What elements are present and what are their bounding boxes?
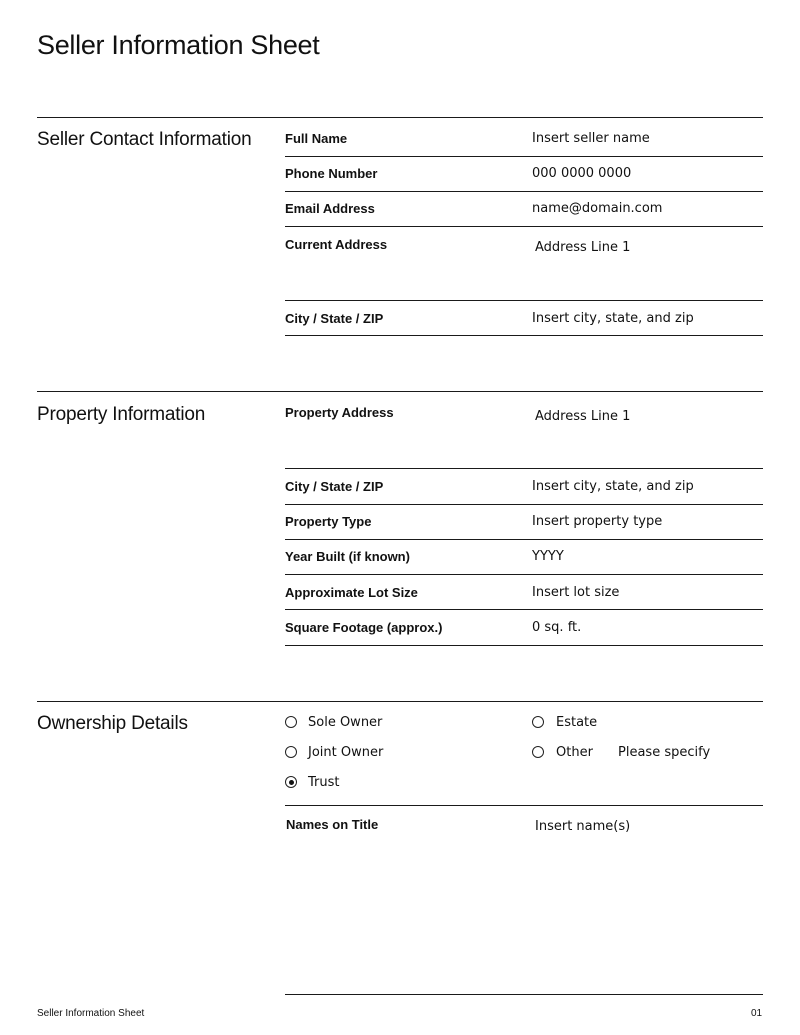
property-city-state-zip-input[interactable]: Insert city, state, and zip <box>532 479 694 494</box>
lot-size-label: Approximate Lot Size <box>285 585 418 600</box>
field-divider <box>285 504 763 505</box>
footer-document-title: Seller Information Sheet <box>37 1008 145 1019</box>
year-built-label: Year Built (if known) <box>285 549 410 564</box>
field-divider <box>285 539 763 540</box>
email-address-input[interactable]: name@domain.com <box>532 201 663 216</box>
estate-option-label[interactable]: Estate <box>556 715 598 730</box>
other-specify-input[interactable]: Please specify <box>618 745 711 760</box>
other-radio[interactable] <box>532 746 544 758</box>
names-on-title-input[interactable]: Insert name(s) <box>535 819 631 834</box>
section-divider <box>37 391 763 392</box>
other-option-label[interactable]: Other <box>556 745 593 760</box>
names-on-title-label: Names on Title <box>286 817 379 832</box>
field-divider <box>285 805 763 806</box>
field-divider <box>285 468 763 469</box>
contact-city-state-zip-label: City / State / ZIP <box>285 311 384 326</box>
lot-size-input[interactable]: Insert lot size <box>532 585 620 600</box>
joint-owner-option-label[interactable]: Joint Owner <box>308 745 384 760</box>
field-divider <box>285 191 763 192</box>
field-divider <box>285 300 763 301</box>
section-heading-ownership: Ownership Details <box>37 713 188 734</box>
field-divider <box>285 645 763 646</box>
field-divider <box>285 574 763 575</box>
contact-city-state-zip-input[interactable]: Insert city, state, and zip <box>532 311 694 326</box>
page-title: Seller Information Sheet <box>37 30 320 60</box>
field-divider <box>285 156 763 157</box>
current-address-input[interactable]: Address Line 1 <box>535 240 631 255</box>
property-city-state-zip-label: City / State / ZIP <box>285 479 384 494</box>
sole-owner-option-label[interactable]: Sole Owner <box>308 715 383 730</box>
section-divider <box>37 117 763 118</box>
phone-number-input[interactable]: 000 0000 0000 <box>532 166 632 181</box>
field-divider <box>285 335 763 336</box>
full-name-input[interactable]: Insert seller name <box>532 131 650 146</box>
year-built-input[interactable]: YYYY <box>532 549 564 564</box>
estate-radio[interactable] <box>532 716 544 728</box>
field-divider <box>285 226 763 227</box>
section-heading-property: Property Information <box>37 404 206 425</box>
section-divider <box>37 701 763 702</box>
current-address-label: Current Address <box>285 237 388 252</box>
page-number: 01 <box>751 1008 763 1019</box>
square-footage-input[interactable]: 0 sq. ft. <box>532 620 582 635</box>
field-divider <box>285 609 763 610</box>
phone-number-label: Phone Number <box>285 166 378 181</box>
property-address-label: Property Address <box>285 405 394 420</box>
sole-owner-radio[interactable] <box>285 716 297 728</box>
section-heading-seller-contact: Seller Contact Information <box>37 129 252 150</box>
square-footage-label: Square Footage (approx.) <box>285 620 443 635</box>
property-address-input[interactable]: Address Line 1 <box>535 409 631 424</box>
full-name-label: Full Name <box>285 131 348 146</box>
property-type-input[interactable]: Insert property type <box>532 514 663 529</box>
footer-divider <box>285 994 763 995</box>
email-address-label: Email Address <box>285 201 375 216</box>
trust-radio[interactable] <box>285 776 297 788</box>
joint-owner-radio[interactable] <box>285 746 297 758</box>
property-type-label: Property Type <box>285 514 372 529</box>
trust-option-label[interactable]: Trust <box>308 775 340 790</box>
